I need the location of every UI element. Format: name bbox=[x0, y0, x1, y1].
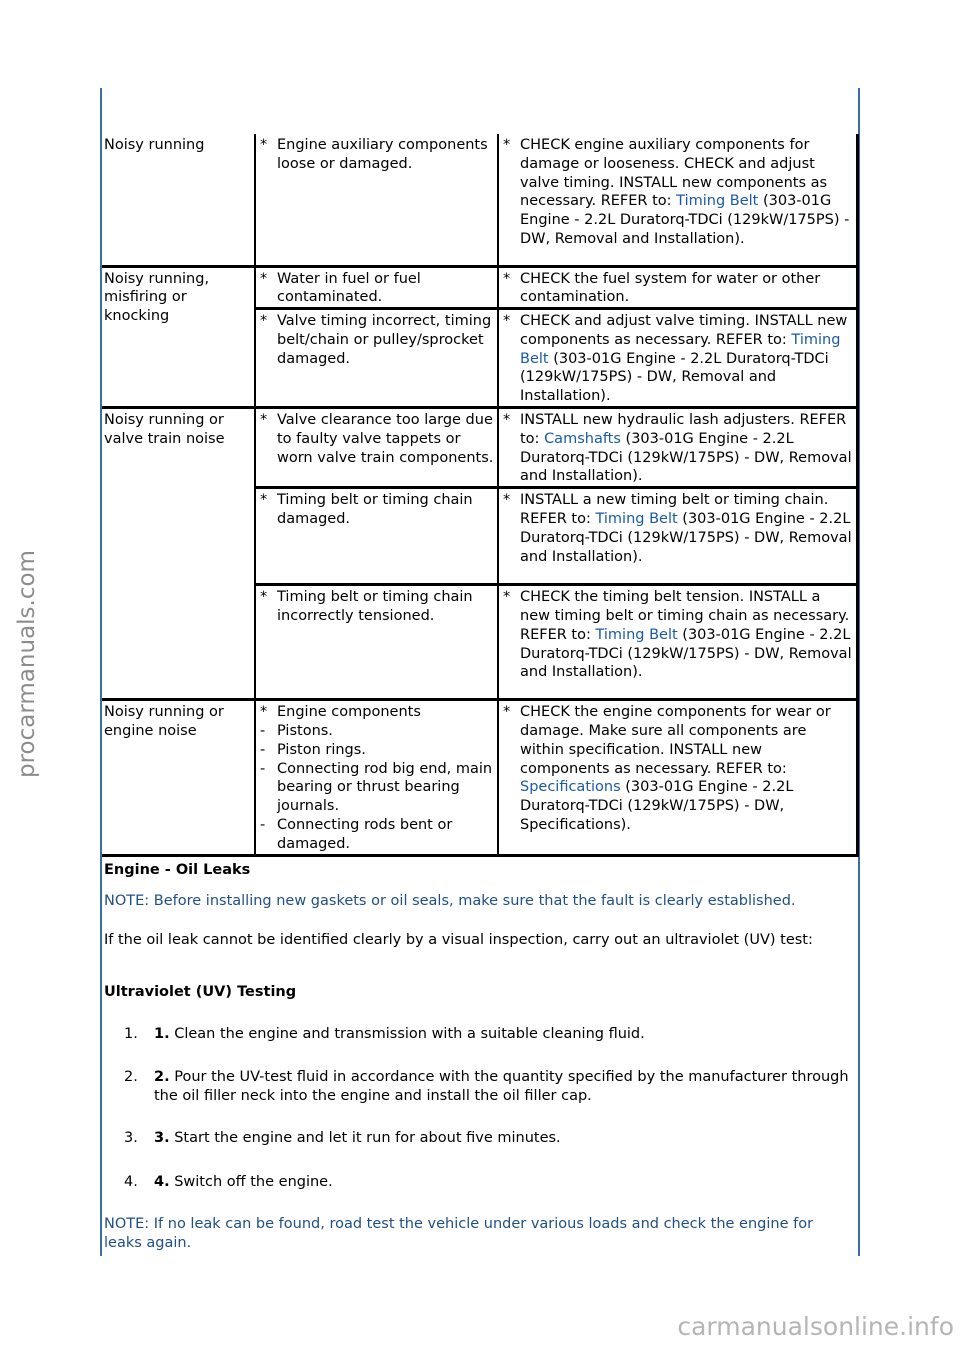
cause-text: Engine components bbox=[277, 704, 421, 721]
cause-cell bbox=[255, 266, 498, 309]
camshafts-link[interactable]: Camshafts bbox=[544, 430, 621, 447]
step-text: Start the engine and let it run for about five minutes. bbox=[169, 1130, 561, 1146]
cause-cell bbox=[255, 700, 498, 855]
star-marker: * bbox=[503, 313, 511, 330]
cause-cell bbox=[255, 488, 498, 585]
action-reference-text: (303-01G Engine - 2.2L Duratorq-TDCi (129kW/175PS) - DW, Removal and Installation). bbox=[520, 511, 852, 565]
condition-text: Noisy running or engine noise bbox=[104, 704, 224, 740]
action-text: CHECK engine auxiliary components for damage or looseness. CHECK and adjust valve timing. INSTALL new components as necessary. REFER to: bbox=[520, 137, 828, 210]
star-marker: * bbox=[260, 137, 268, 153]
condition-text: Noisy running or valve train noise bbox=[104, 412, 225, 447]
timing-belt-link[interactable]: Timing Belt bbox=[595, 626, 678, 643]
cause-subitem-text: Connecting rods bent or damaged. bbox=[277, 817, 453, 852]
action-cell bbox=[498, 585, 857, 700]
action-reference-text: (303-01G Engine - 2.2L Duratorq-TDCi (129kW/175PS) - DW, Removal and Installation). bbox=[520, 430, 852, 485]
action-text: INSTALL new hydraulic lash adjusters. REFER to: bbox=[520, 412, 847, 447]
condition-text: Noisy running, misfiring or knocking bbox=[104, 270, 210, 325]
star-marker: * bbox=[503, 137, 511, 153]
step-text: Switch off the engine. bbox=[169, 1174, 333, 1190]
star-marker: * bbox=[503, 270, 511, 287]
step-number: 1. bbox=[124, 1026, 138, 1042]
table-row bbox=[102, 408, 857, 488]
bottom-watermark: carmanualsonline.info bbox=[677, 1312, 954, 1341]
star-marker: * bbox=[260, 492, 268, 509]
star-marker: * bbox=[503, 704, 511, 721]
step-number: 3. bbox=[124, 1130, 138, 1146]
action-text: CHECK and adjust valve timing. INSTALL new components as necessary. REFER to: bbox=[520, 313, 848, 348]
action-text: CHECK the timing belt tension. INSTALL a new timing belt or timing chain as necessary. REFER to: bbox=[520, 589, 850, 643]
specifications-link[interactable]: Specifications bbox=[520, 779, 621, 796]
step-number: 4. bbox=[124, 1174, 138, 1190]
action-cell bbox=[498, 408, 857, 488]
action-cell bbox=[498, 700, 857, 855]
step-bold-number: 3. bbox=[154, 1130, 170, 1146]
cause-text: Valve timing incorrect, timing belt/chain or pulley/sprocket damaged. bbox=[277, 313, 492, 367]
note-road-test: NOTE: If no leak can be found, road test the vehicle under various loads and check the engine for leaks again. bbox=[104, 1216, 814, 1251]
cause-cell bbox=[255, 408, 498, 488]
intro-paragraph: If the oil leak cannot be identified clearly by a visual inspection, carry out an ultraviolet (UV) test: bbox=[104, 932, 813, 948]
timing-belt-link[interactable]: Timing Belt bbox=[520, 331, 841, 367]
step-text: Pour the UV-test fluid in accordance with the quantity specified by the manufacturer through the oil filler neck into the engine and install the oil filler cap. bbox=[154, 1069, 849, 1104]
dash-marker: - bbox=[260, 741, 266, 758]
action-cell bbox=[498, 134, 857, 266]
timing-belt-link[interactable]: Timing Belt bbox=[676, 193, 759, 210]
cause-subitem-text: Piston rings. bbox=[277, 741, 366, 758]
cause-text: Timing belt or timing chain incorrectly tensioned. bbox=[277, 589, 473, 625]
note-gaskets: NOTE: Before installing new gaskets or oil seals, make sure that the fault is clearly established. bbox=[104, 893, 796, 909]
action-reference-text: (303-01G Engine - 2.2L Duratorq-TDCi (129kW/175PS) - DW, Removal and Installation). bbox=[520, 626, 852, 681]
cause-text: Engine auxiliary components loose or damaged. bbox=[277, 137, 488, 172]
cause-text: Valve clearance too large due to faulty valve tappets or worn valve train components. bbox=[277, 412, 494, 466]
side-watermark-text: procarmanuals.com bbox=[14, 550, 40, 778]
dash-marker: - bbox=[260, 760, 266, 777]
table-row bbox=[102, 134, 857, 266]
step-text: Clean the engine and transmission with a suitable cleaning fluid. bbox=[169, 1026, 645, 1042]
cause-cell bbox=[255, 585, 498, 700]
cause-subitem-text: Pistons. bbox=[277, 723, 333, 740]
table-row bbox=[102, 700, 857, 855]
action-text: CHECK the engine components for wear or damage. Make sure all components are within specification. INSTALL new components as necessary. REFER to: bbox=[520, 704, 831, 777]
condition-text: Noisy running bbox=[104, 137, 205, 153]
condition-cell bbox=[102, 700, 255, 855]
dash-marker: - bbox=[260, 817, 266, 834]
table-row bbox=[102, 266, 857, 309]
cause-text: Water in fuel or fuel contaminated. bbox=[277, 270, 421, 306]
star-marker: * bbox=[260, 704, 268, 721]
step-bold-number: 1. bbox=[154, 1026, 170, 1042]
action-cell bbox=[498, 266, 857, 309]
cause-subitem-text: Connecting rod big end, main bearing or thrust bearing journals. bbox=[277, 760, 493, 815]
section-heading: Engine - Oil Leaks bbox=[104, 862, 251, 878]
star-marker: * bbox=[503, 412, 511, 429]
cause-cell bbox=[255, 134, 498, 266]
condition-cell bbox=[102, 134, 255, 266]
condition-cell bbox=[102, 408, 255, 700]
cause-cell bbox=[255, 309, 498, 408]
star-marker: * bbox=[260, 412, 268, 429]
star-marker: * bbox=[260, 313, 268, 330]
action-text: CHECK the fuel system for water or other contamination. bbox=[520, 270, 821, 306]
condition-cell bbox=[102, 266, 255, 408]
star-marker: * bbox=[503, 589, 511, 606]
symptom-table bbox=[102, 134, 859, 857]
step-bold-number: 4. bbox=[154, 1174, 170, 1190]
subsection-heading: Ultraviolet (UV) Testing bbox=[104, 984, 297, 1000]
action-text: INSTALL a new timing belt or timing chain. REFER to: bbox=[520, 492, 829, 528]
action-reference-text: (303-01G Engine - 2.2L Duratorq-TDCi (129kW/175PS) - DW, Specifications). bbox=[520, 779, 794, 834]
dash-marker: - bbox=[260, 723, 266, 740]
star-marker: * bbox=[503, 492, 511, 509]
action-cell bbox=[498, 488, 857, 585]
timing-belt-link[interactable]: Timing Belt bbox=[595, 511, 678, 528]
cause-text: Timing belt or timing chain damaged. bbox=[277, 492, 473, 528]
star-marker: * bbox=[260, 589, 268, 606]
star-marker: * bbox=[260, 270, 268, 287]
step-bold-number: 2. bbox=[154, 1069, 170, 1085]
action-reference-text: (303-01G Engine - 2.2L Duratorq-TDCi (129kW/175PS) - DW, Removal and Installation). bbox=[520, 193, 850, 247]
step-number: 2. bbox=[124, 1069, 138, 1085]
action-reference-text: (303-01G Engine - 2.2L Duratorq-TDCi (129kW/175PS) - DW, Removal and Installation). bbox=[520, 350, 829, 405]
action-cell bbox=[498, 309, 857, 408]
